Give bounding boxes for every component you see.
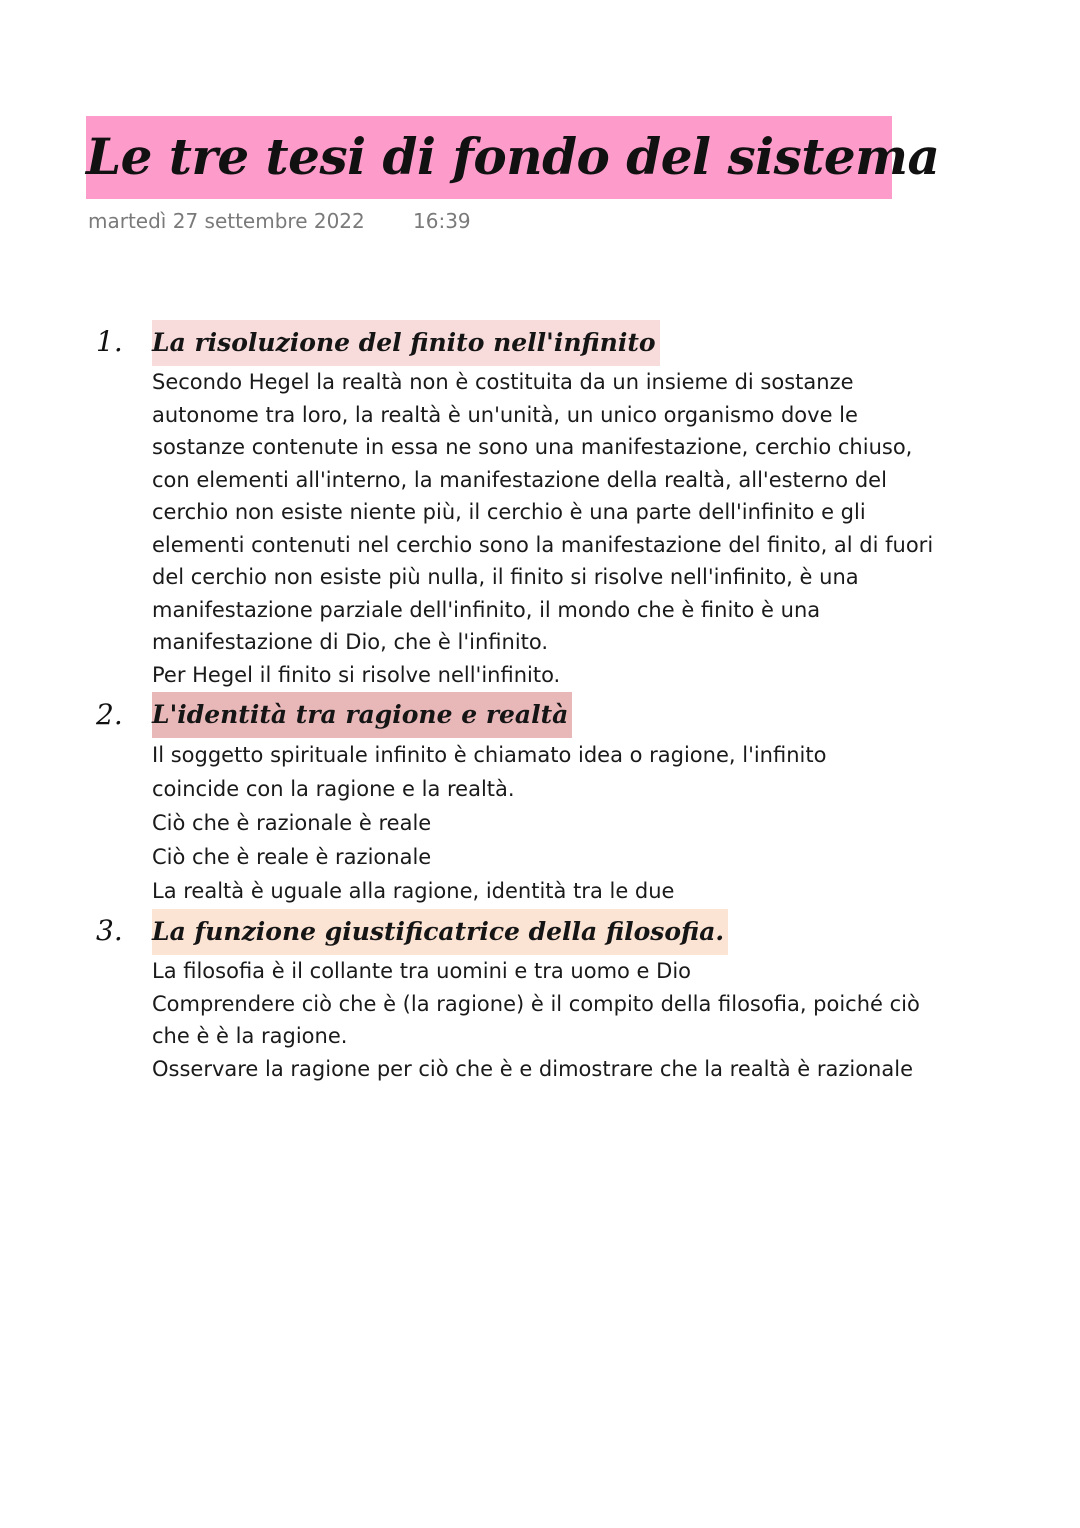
section-number: 2. — [96, 698, 123, 731]
text-line: manifestazione parziale dell'infinito, il mondo che è finito è una — [152, 597, 821, 622]
text-line: Ciò che è reale è razionale — [152, 845, 432, 869]
text-line: La realtà è uguale alla ragione, identità tra le due — [152, 879, 675, 903]
text-line: del cerchio non esiste più nulla, il finito si risolve nell'infinito, è una — [152, 565, 859, 589]
text-line: Ciò che è razionale è reale — [152, 811, 432, 835]
text-line: Comprendere ciò che è (la ragione) è il compito della filosofia, poiché ciò — [152, 991, 920, 1016]
text-line: sostanze contenute in essa ne sono una manifestazione, cerchio chiuso, — [152, 435, 913, 459]
text-line: Per Hegel il finito si risolve nell'infinito. — [152, 662, 561, 687]
section-number: 1. — [96, 325, 123, 358]
text-line: manifestazione di Dio, che è l'infinito. — [152, 630, 549, 654]
text-line: elementi contenuti nel cerchio sono la manifestazione del finito, al di fuori — [152, 532, 934, 557]
section-body — [152, 955, 920, 1085]
page-title: Le tre tesi di fondo del sistema — [86, 127, 940, 186]
text-line: Osservare la ragione per ciò che è e dimostrare che la realtà è razionale — [152, 1056, 913, 1081]
text-line: Il soggetto spirituale infinito è chiamato idea o ragione, l'infinito — [152, 743, 827, 767]
note-time: 16:39 — [413, 209, 471, 233]
text-line: La filosofia è il collante tra uomini e tra uomo e Dio — [152, 959, 691, 983]
section-body — [152, 366, 933, 691]
text-line: Secondo Hegel la realtà non è costituita da un insieme di sostanze — [152, 370, 854, 394]
text-line: coincide con la ragione e la realtà. — [152, 777, 515, 801]
section-heading: La risoluzione del finito nell'infinito — [152, 320, 660, 366]
section-heading: La funzione giustificatrice della filosofia. — [152, 909, 728, 955]
section-heading: L'identità tra ragione e realtà — [152, 692, 572, 738]
text-line: cerchio non esiste niente più, il cerchio è una parte dell'infinito e gli — [152, 500, 866, 524]
text-line: con elementi all'interno, la manifestazione della realtà, all'esterno del — [152, 467, 887, 492]
section-number: 3. — [96, 914, 123, 947]
title-highlight — [86, 116, 940, 199]
note-date: martedì 27 settembre 2022 — [88, 209, 365, 233]
text-line: che è è la ragione. — [152, 1024, 348, 1048]
text-line: autonome tra loro, la realtà è un'unità, un unico organismo dove le — [152, 402, 858, 427]
section-body — [152, 738, 826, 908]
